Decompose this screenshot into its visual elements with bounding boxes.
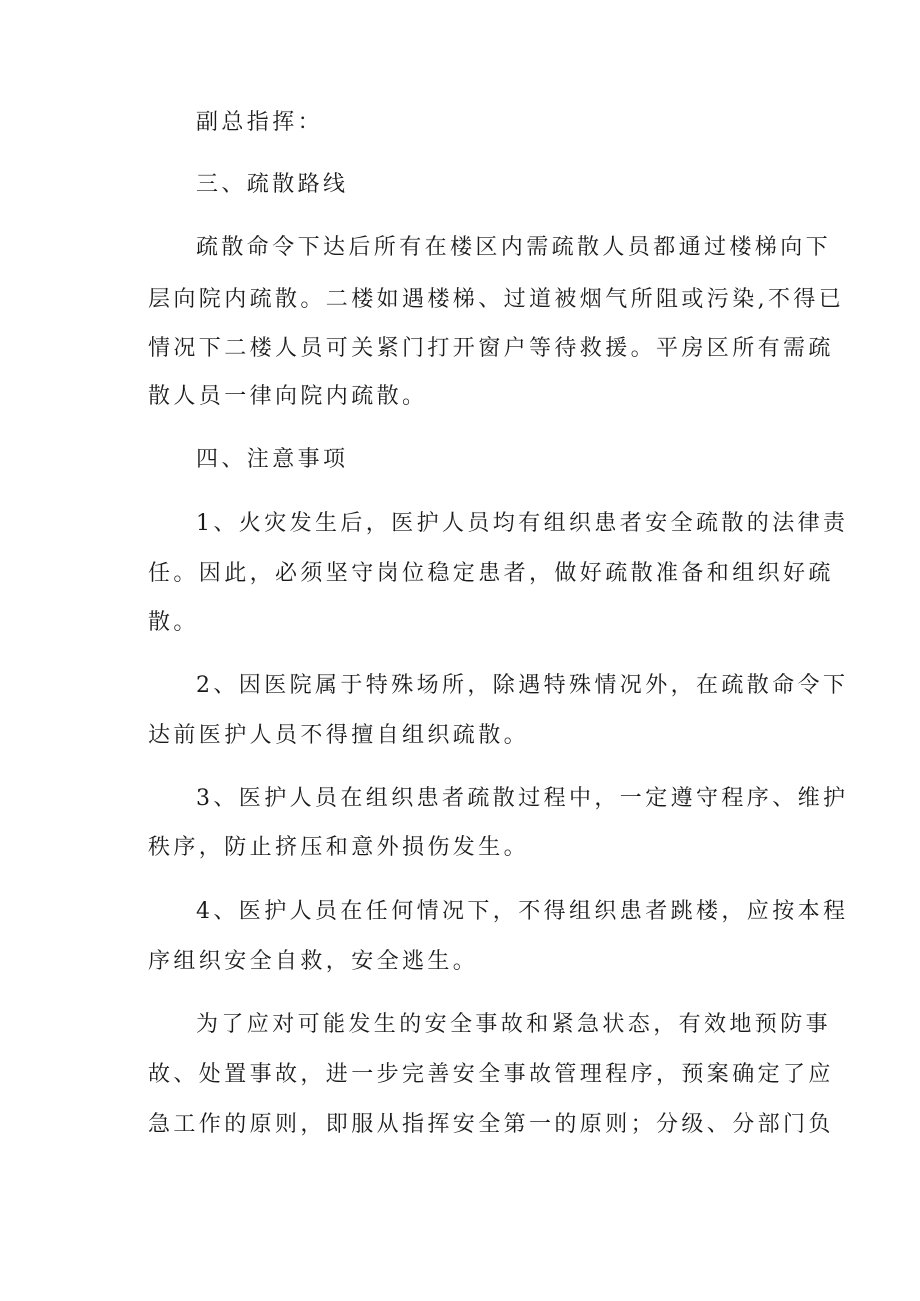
paragraph-line: 情况下二楼人员可关紧门打开窗户等待救援。平房区所有需疏 [148,336,834,361]
paragraph-line: 3、医护人员在组织患者疏散过程中，一定遵守程序、维护 [196,786,849,811]
paragraph-line: 散。 [148,610,199,635]
paragraph-line: 急工作的原则，即服从指挥安全第一的原则；分级、分部门负 [148,1112,834,1137]
paragraph-line: 故、处置事故，进一步完善安全事故管理程序，预案确定了应 [148,1062,834,1087]
paragraph-line: 2、因医院属于特殊场所，除遇特殊情况外，在疏散命令下 [196,673,849,698]
paragraph-line: 散人员一律向院内疏散。 [148,384,428,409]
paragraph-line: 秩序，防止挤压和意外损伤发生。 [148,835,530,860]
paragraph-line: 4、医护人员在任何情况下，不得组织患者跳楼，应按本程 [196,899,849,924]
paragraph-line: 疏散命令下达后所有在楼区内需疏散人员都通过楼梯向下 [196,235,832,260]
section-heading-evacuation-route: 三、疏散路线 [196,172,349,197]
section-heading-precautions: 四、注意事项 [196,447,349,472]
paragraph-line: 1、火灾发生后，医护人员均有组织患者安全疏散的法律责 [196,511,849,536]
paragraph-line: 层向院内疏散。二楼如遇楼梯、过道被烟气所阻或污染,不得已 [148,287,845,312]
paragraph-line: 序组织安全自救，安全逃生。 [148,949,479,974]
paragraph-line: 任。因此，必须坚守岗位稳定患者，做好疏散准备和组织好疏 [148,561,834,586]
paragraph-line: 为了应对可能发生的安全事故和紧急状态，有效地预防事 [196,1012,832,1037]
deputy-commander-label: 副总指挥： [196,110,324,135]
paragraph-line: 达前医护人员不得擅自组织疏散。 [148,723,530,748]
